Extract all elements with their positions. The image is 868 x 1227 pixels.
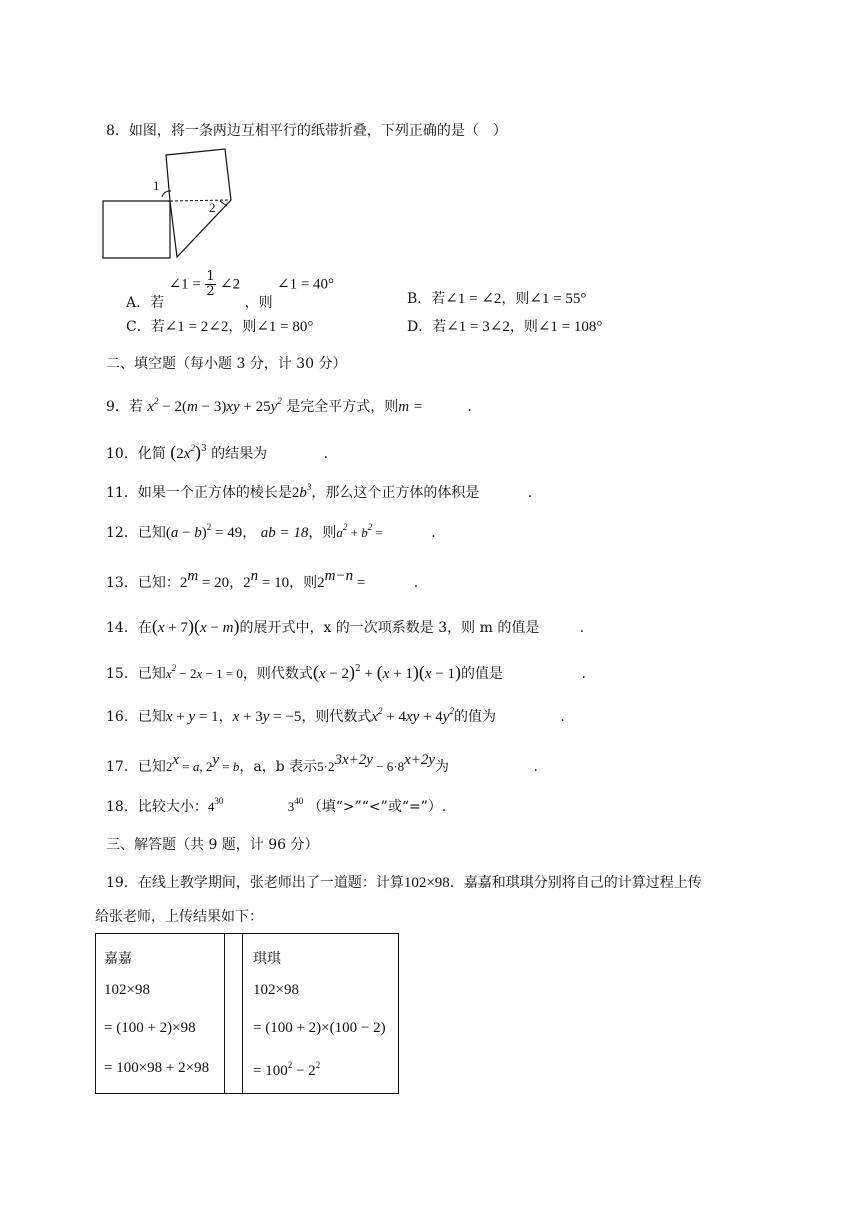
jiajia-step-3: = 100×98 + 2×98 [104, 1060, 210, 1076]
qiqi-step-2: = (100 + 2)×(100 − 2) [253, 1020, 386, 1036]
question-19-line-2: 给张老师，上传结果如下： [95, 909, 263, 925]
qiqi-name: 琪琪 [253, 951, 281, 967]
question-16: 16．已知x + y = 1，x + 3y = −5，则代数式$x^2 + 4xy + 4y^2$的值为 . [106, 706, 565, 725]
option-d: D．若∠1 = 3∠2，则∠1 = 108° [407, 319, 603, 335]
question-10: 10．化简 $(2x^2)^3$ 的结果为 . [106, 442, 329, 462]
angle-1-label: 1 [153, 178, 160, 193]
question-15: 15．已知$x^2 - 2x - 1 = 0$，则代数式$(x - 2)^2 + (x + 1)(x - 1)$的值是 . [106, 662, 586, 682]
question-13: 13．已知：$2^m = 20$，$2^n = 10$，则$2^{m-n}$ = . [106, 568, 419, 591]
qiqi-step-3: = $100^2 - 2^2$ [253, 1060, 321, 1079]
question-12: 12．已知$(a - b)^2 = 49$， ab = 18，则$a^2 + b^2$ = . [106, 522, 436, 541]
question-18: 18．比较大小：$4^{30}$ $3^{40}$ （填“>”“<”或“=”）. [106, 796, 447, 815]
option-a: A．若 ∠1 = $\frac{1}{2}$ ∠2 ，则 ∠1 = 40° [126, 269, 335, 311]
section-2-heading: 二、填空题（每小题 3 分，计 30 分） [106, 356, 347, 372]
question-8-stem: 8．如图，将一条两边互相平行的纸带折叠，下列正确的是（ ） [106, 123, 507, 139]
jiajia-name: 嘉嘉 [104, 951, 132, 967]
jiajia-step-2: = (100 + 2)×98 [104, 1020, 196, 1036]
question-9: 9．若 $x^2 - 2(m - 3)xy + 25y^2$ 是完全平方式，则m = . [106, 396, 472, 415]
option-c: C．若∠1 = 2∠2，则∠1 = 80° [126, 319, 314, 335]
option-b: B．若∠1 = ∠2，则∠1 = 55° [407, 291, 587, 307]
qiqi-step-1: 102×98 [253, 982, 299, 998]
angle-2-label: 2 [209, 200, 216, 215]
jiajia-step-1: 102×98 [104, 982, 150, 998]
section-3-heading: 三、解答题（共 9 题，计 96 分） [106, 837, 319, 853]
question-11: 11．如果一个正方体的棱长是$2b^3$，那么这个正方体的体积是 . [106, 482, 533, 501]
question-14: 14．在(x + 7)(x − m)的展开式中，x 的一次项系数是 3，则 m 的值是 . [106, 616, 585, 636]
question-19-line-1: 19．在线上教学期间，张老师出了一道题：计算102×98．嘉嘉和琪琪分别将自己的计算过程上传 [106, 875, 702, 891]
question-17: 17．已知$2^x = a$, $2^y = b$，a，b 表示$5\cdot 2^{3x+2y} - 6\cdot 8^{x+2y}$为 . [106, 752, 538, 775]
calculation-table [95, 933, 399, 1094]
